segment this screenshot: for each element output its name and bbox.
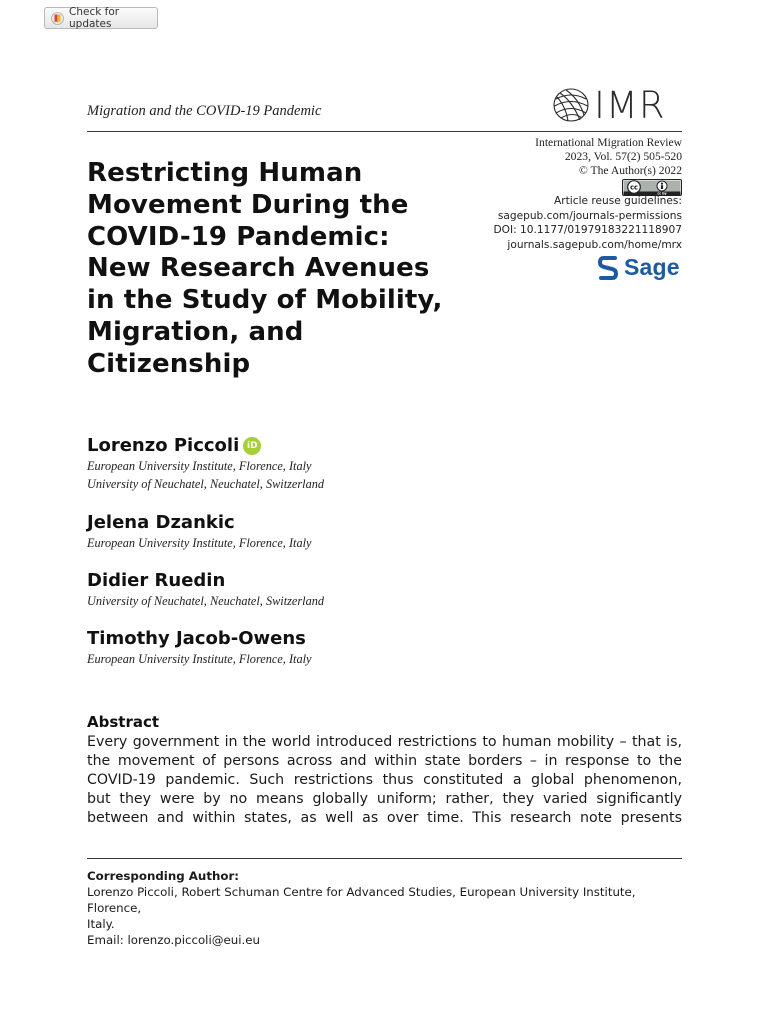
doi-link[interactable]: DOI: 10.1177/01979183221118907 xyxy=(493,224,682,236)
reuse-link[interactable]: sagepub.com/journals-permissions xyxy=(497,209,682,222)
author-affiliation: European University Institute, Florence, Italy xyxy=(87,652,312,666)
author-block xyxy=(87,435,324,493)
imr-logo-text: IMR xyxy=(594,83,666,127)
check-for-updates-label: Check for updates xyxy=(69,6,120,30)
abstract-line: COVID-19 pandemic. Such restrictions thus constituted a global phenomenon, xyxy=(87,772,682,788)
abstract-line: Every government in the world introduced restrictions to human mobility – that is, xyxy=(87,734,682,750)
journal-url-link[interactable]: journals.sagepub.com/home/mrx xyxy=(507,238,682,251)
orcid-icon[interactable]: iD xyxy=(243,437,261,455)
author-name[interactable]: Didier Ruedin xyxy=(87,570,226,591)
sage-logo[interactable] xyxy=(598,254,680,281)
sage-logo-text: Sage xyxy=(624,254,680,280)
reuse-label: Article reuse guidelines: xyxy=(554,195,682,207)
svg-text:cc: cc xyxy=(630,183,638,192)
author-block xyxy=(87,570,324,610)
author-name[interactable]: Lorenzo Piccoli xyxy=(87,435,240,456)
journal-volume: 2023, Vol. 57(2) 505-520 xyxy=(564,150,682,163)
title-line: Restricting Human xyxy=(87,158,363,188)
title-line: New Research Avenues xyxy=(87,253,430,284)
author-block xyxy=(87,512,311,552)
author-name[interactable]: Jelena Dzankic xyxy=(87,512,235,533)
abstract-line: but they were by no means globally uniform; rather, they varied significantly xyxy=(87,791,682,807)
title-line: Movement During the xyxy=(87,189,409,220)
copyright: © The Author(s) 2022 xyxy=(579,164,682,177)
title-line: Migration, and xyxy=(87,316,304,347)
corresponding-author xyxy=(87,868,682,948)
svg-text:cc by: cc by xyxy=(657,191,667,196)
journal-meta xyxy=(535,136,682,200)
corresponding-address-cont: Italy. xyxy=(87,917,115,931)
check-updates-icon xyxy=(51,12,64,25)
footnote-rule xyxy=(87,858,682,859)
corresponding-address: Lorenzo Piccoli, Robert Schuman Centre for Advanced Studies, European University Institute, Florence, xyxy=(87,885,636,915)
imr-logo xyxy=(552,83,684,127)
corresponding-heading: Corresponding Author: xyxy=(87,869,240,883)
corresponding-email[interactable]: Email: lorenzo.piccoli@eui.eu xyxy=(87,933,261,947)
header-rule xyxy=(87,131,682,132)
journal-name: International Migration Review xyxy=(535,136,682,149)
abstract-line: the movement of persons across and within state borders – in response to the xyxy=(87,753,682,769)
globe-icon xyxy=(552,87,590,123)
title-line: in the Study of Mobility, xyxy=(87,285,443,316)
sage-s-icon xyxy=(598,255,619,281)
author-block xyxy=(87,628,311,668)
abstract-text xyxy=(87,733,682,828)
title-line: Citizenship xyxy=(87,348,251,379)
author-name[interactable]: Timothy Jacob-Owens xyxy=(87,628,306,649)
title-line: COVID-19 Pandemic: xyxy=(87,221,390,252)
article-title xyxy=(87,158,467,381)
author-affiliation: European University Institute, Florence, Italy xyxy=(87,459,312,473)
series-title: Migration and the COVID-19 Pandemic xyxy=(87,103,322,119)
author-affiliation: European University Institute, Florence, Italy xyxy=(87,536,312,550)
abstract-heading: Abstract xyxy=(87,713,160,731)
author-affiliation: University of Neuchatel, Neuchatel, Switzerland xyxy=(87,594,325,608)
abstract-line: between and within states, as well as over time. This research note presents xyxy=(87,810,682,826)
author-affiliation: University of Neuchatel, Neuchatel, Switzerland xyxy=(87,477,325,491)
check-for-updates-button[interactable] xyxy=(44,7,158,29)
